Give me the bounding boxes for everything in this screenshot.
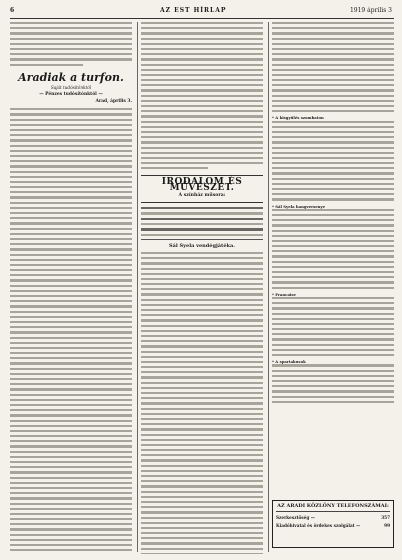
news-item-head: * A spartakusok	[272, 359, 306, 365]
newspaper-title: AZ EST HÍRLAP	[160, 7, 227, 14]
column-left	[10, 22, 132, 554]
article-headline: Aradiak a turfon.	[18, 70, 124, 84]
news-item-head: * Francaise	[272, 291, 296, 297]
news-item-head: * A kisgyűlés szombaton	[272, 115, 324, 121]
article-subline: Saját tudósítónktól	[50, 84, 92, 90]
section-header	[141, 175, 263, 203]
news-item-head: * Sál Syela hangversenye	[272, 203, 326, 209]
article-body	[10, 108, 132, 554]
article-heading: Sál Syela vendégjátéka.	[169, 242, 235, 249]
ad-row	[276, 523, 390, 528]
column-divider	[268, 22, 269, 552]
ad-row	[276, 515, 390, 520]
section-title: IRODALOM ÉS MŰVÉSZET.	[161, 177, 243, 193]
ad-row-label: Szerkesztőség —	[276, 515, 315, 521]
ad-row-value: 99	[384, 523, 390, 529]
newspaper-page	[10, 6, 394, 556]
article-text	[272, 22, 394, 112]
article-body	[141, 252, 263, 554]
column-middle	[141, 22, 263, 554]
page-header	[10, 6, 394, 19]
article-text	[141, 22, 263, 169]
article-dateline: Arad, április 3.	[95, 99, 132, 105]
article-text	[10, 22, 132, 66]
telephone-ad-box	[272, 500, 394, 548]
news-item-body	[272, 121, 394, 201]
issue-date: 1919 április 3	[349, 7, 392, 14]
news-item-body	[272, 297, 394, 356]
column-right	[272, 22, 394, 554]
news-item-body	[272, 364, 394, 403]
ad-row-value: 357	[381, 515, 390, 521]
theater-program	[141, 207, 263, 236]
ad-row-label: Kiadóhivatal és ördekes szolgálat —	[276, 523, 361, 529]
section-subtitle: A színház műsora:	[178, 192, 226, 198]
ad-title: AZ ARADI KÖZLÖNY TELEFONSZÁMAI:	[276, 504, 390, 512]
column-divider	[137, 22, 138, 552]
page-number: 6	[10, 7, 15, 14]
article-byline: — Pénzes tudósítónktól —	[39, 91, 103, 97]
divider	[141, 239, 263, 240]
article-title-block	[10, 72, 132, 105]
news-item-body	[272, 209, 394, 289]
